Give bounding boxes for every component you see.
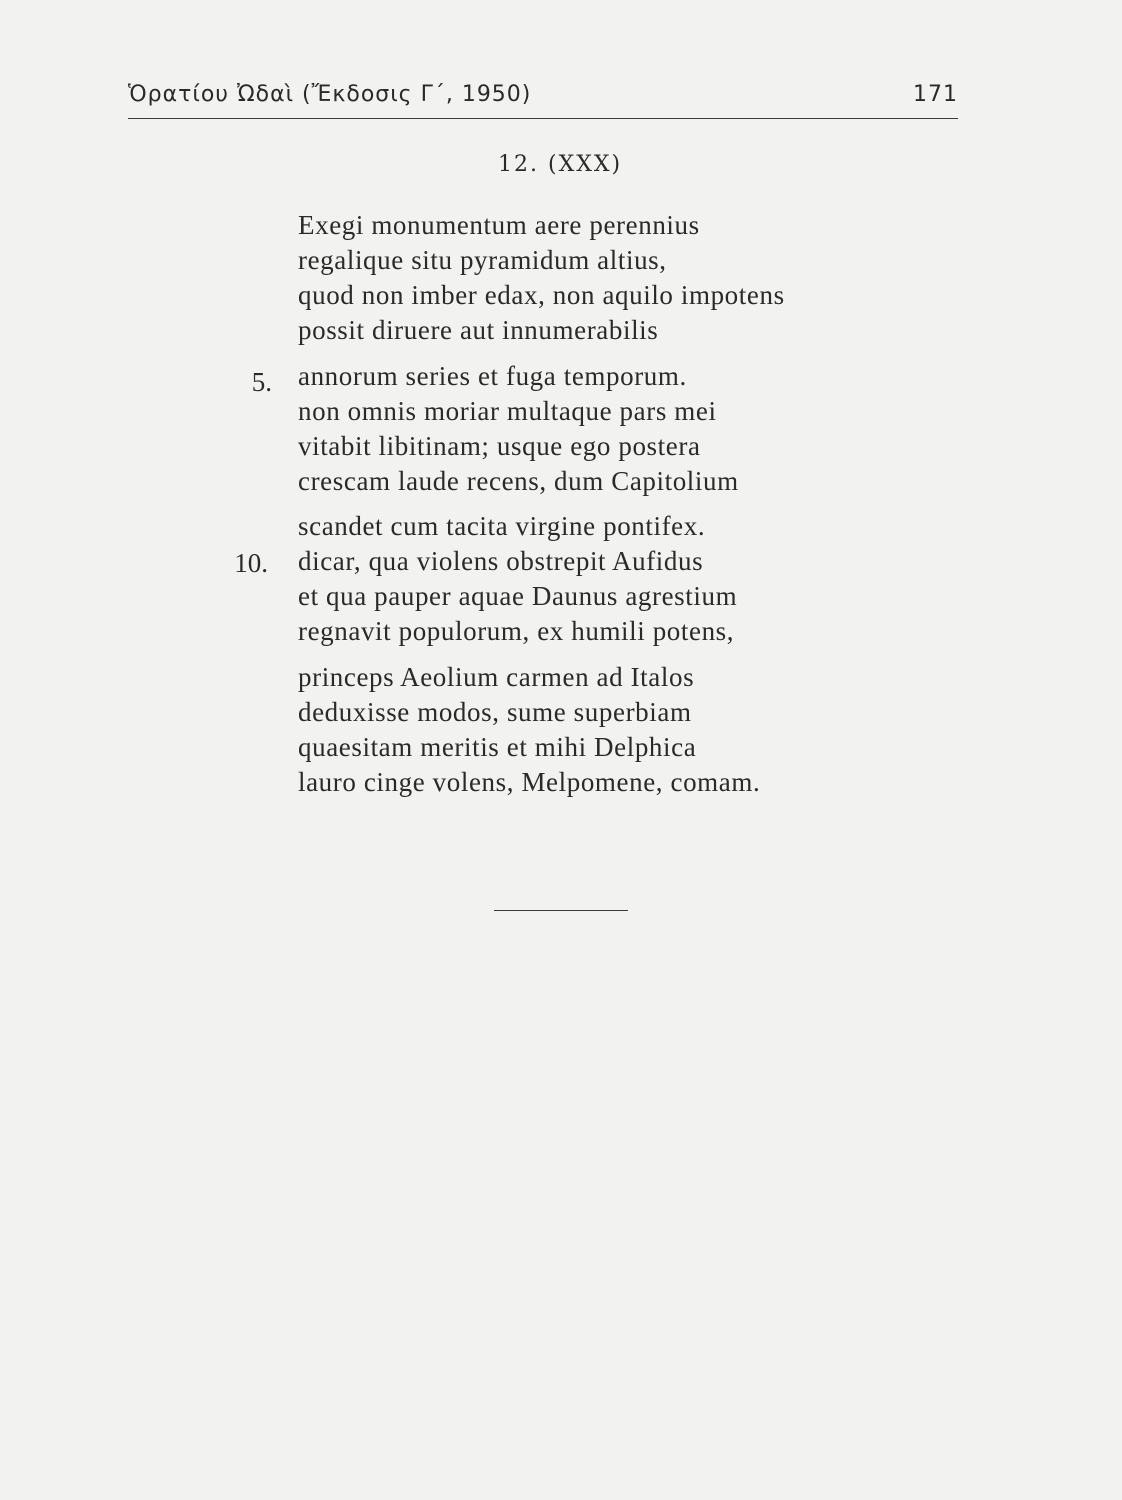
poem-line-14: deduxisse modos, sume superbiam xyxy=(298,697,692,727)
poem-line-13: princeps Aeolium carmen ad Italos xyxy=(298,662,695,692)
running-header xyxy=(128,82,958,119)
line-number-5: 5. xyxy=(251,367,272,397)
poem-line-6: non omnis moriar multaque pars mei xyxy=(298,396,717,426)
poem-line-11: et qua pauper aquae Daunus agrestium xyxy=(298,581,738,611)
poem-line-16: lauro cinge volens, Melpomene, comam. xyxy=(298,767,761,797)
poem-line-5: annorum series et fuga temporum. xyxy=(298,361,687,391)
poem-line-15: quaesitam meritis et mihi Delphica xyxy=(298,732,697,762)
line-number-10: 10. xyxy=(234,548,268,578)
running-title: Ὁρατίου Ὠδαὶ (Ἔκδοσις Γ΄, 1950) xyxy=(128,82,532,107)
poem-line-12: regnavit populorum, ex humili potens, xyxy=(298,616,735,646)
poem-line-10: dicar, qua violens obstrepit Aufidus xyxy=(298,546,704,576)
poem-line-1: Exegi monumentum aere perennius xyxy=(298,210,700,240)
poem-line-8: crescam laude recens, dum Capitolium xyxy=(298,466,739,496)
poem-line-3: quod non imber edax, non aquilo impotens xyxy=(298,280,785,310)
page-number: 171 xyxy=(913,82,958,107)
end-rule xyxy=(494,910,628,911)
poem-line-2: regalique situ pyramidum altius, xyxy=(298,245,667,275)
poem-line-9: scandet cum tacita virgine pontifex. xyxy=(298,511,706,541)
poem-line-4: possit diruere aut innumerabilis xyxy=(298,315,659,345)
poem-heading: 12. (XXX) xyxy=(498,152,623,177)
poem-line-7: vitabit libitinam; usque ego postera xyxy=(298,431,701,461)
